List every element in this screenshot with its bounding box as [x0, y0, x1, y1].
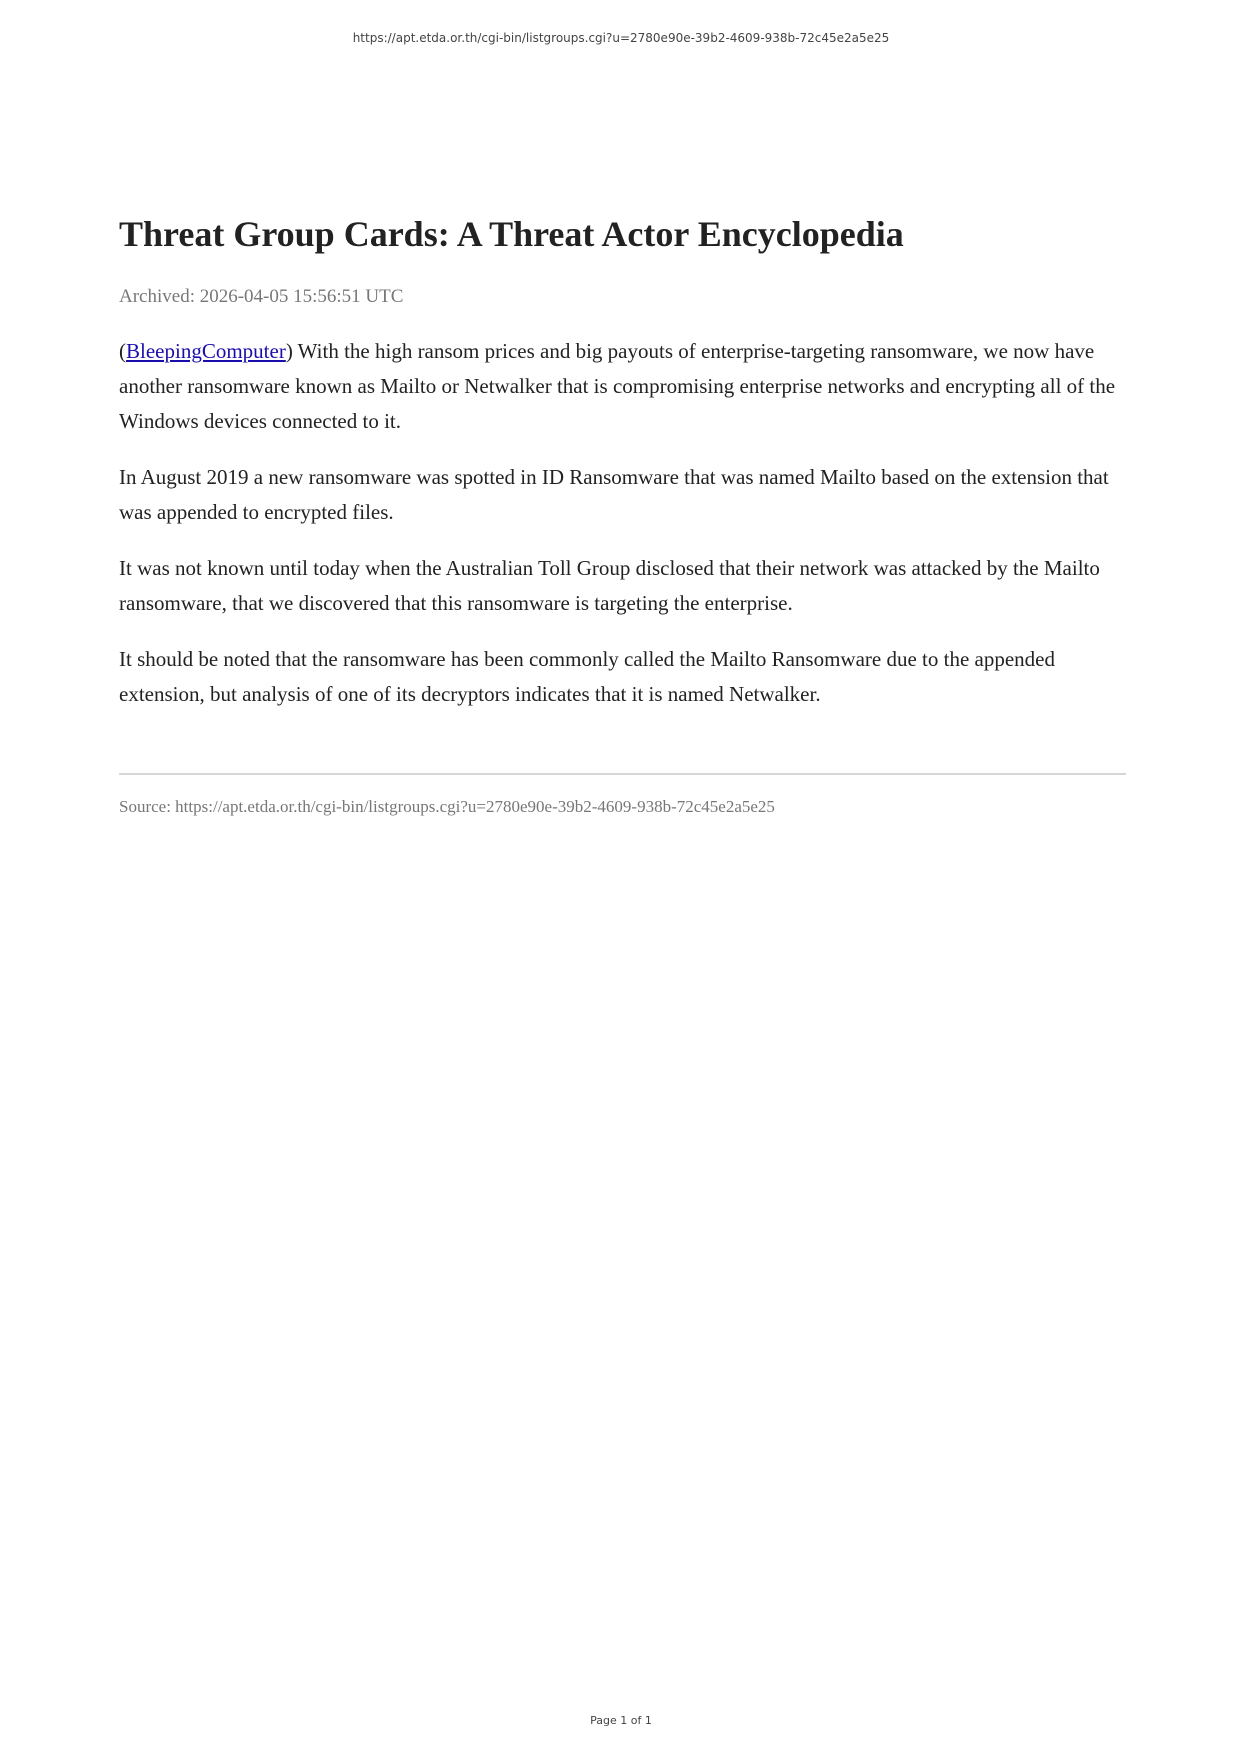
page-title: Threat Group Cards: A Threat Actor Encyclopedia — [119, 214, 904, 254]
archived-timestamp: Archived: 2026-04-05 15:56:51 UTC — [119, 286, 404, 307]
paragraph-1-open-paren: ( — [119, 339, 126, 363]
paragraph-1 — [119, 334, 1126, 439]
article — [119, 210, 1126, 819]
paragraph-1-text: ) With the high ransom prices and big payouts of enterprise-targeting ransomware, we now have another ransomware known as Mailto or Netwalker that is compromising enterprise networks and encrypting all of the Windows devices connected to it. — [119, 339, 1116, 433]
paragraph-3: It was not known until today when the Australian Toll Group disclosed that their network was attacked by the Mailto ransomware, that we discovered that this ransomware is targeting the enterprise. — [119, 556, 1100, 615]
paragraph-2: In August 2019 a new ransomware was spotted in ID Ransomware that was named Mailto based on the extension that was appended to encrypted files. — [119, 465, 1109, 524]
page-number: Page 1 of 1 — [590, 1714, 652, 1727]
source-line: Source: https://apt.etda.or.th/cgi-bin/listgroups.cgi?u=2780e90e-39b2-4609-938b-72c45e2a5e25 — [119, 797, 775, 816]
paragraph-4: It should be noted that the ransomware has been commonly called the Mailto Ransomware due to the appended extension, but analysis of one of its decryptors indicates that it is named Netwalker. — [119, 647, 1055, 706]
divider — [119, 773, 1126, 775]
bleepingcomputer-link[interactable]: BleepingComputer — [126, 339, 286, 363]
page-header-url: https://apt.etda.or.th/cgi-bin/listgroups.cgi?u=2780e90e-39b2-4609-938b-72c45e2a5e25 — [352, 31, 890, 45]
